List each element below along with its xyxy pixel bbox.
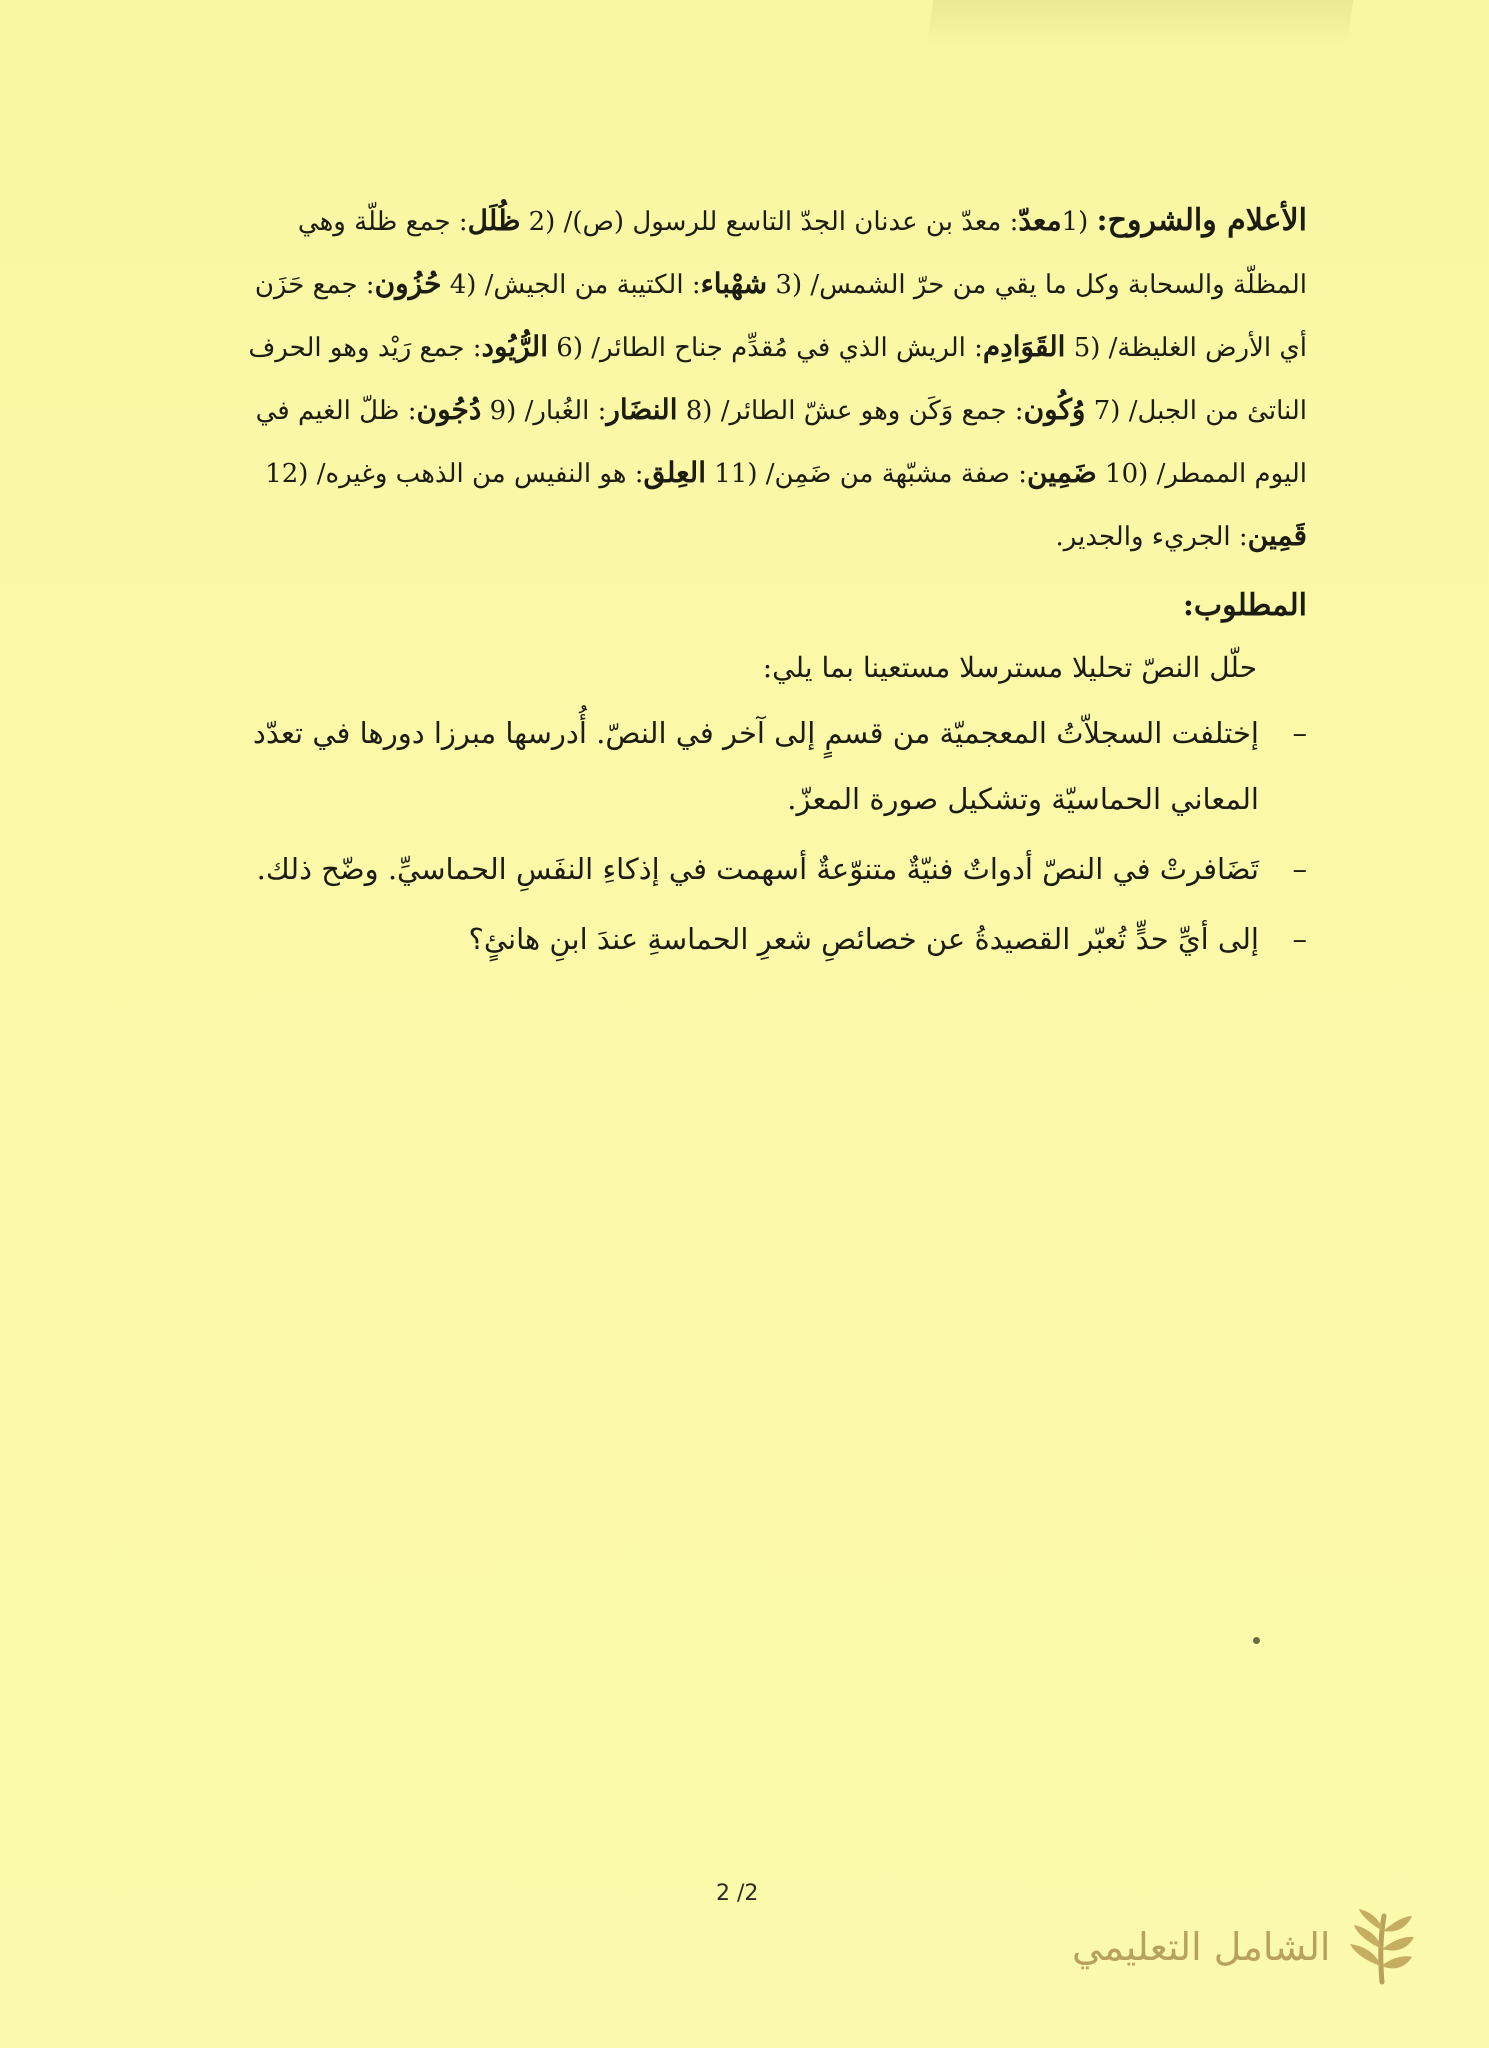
gloss-entry: (12 قَمِين: الجريء والجدير. — [265, 459, 1307, 552]
required-heading: المطلوب: — [1182, 588, 1307, 623]
task-text: إلى أيِّ حدٍّ تُعبّر القصيدةُ عن خصائصِ شعرِ الحماسةِ عندَ ابنِ هانئٍ؟ — [468, 922, 1259, 956]
paper-fold-shadow — [927, 0, 1353, 46]
gloss-entry: (3 شهْباء: الكتيبة من الجيش/ — [484, 267, 803, 300]
brand-name: الشامل التعليمي — [1072, 1925, 1331, 1969]
gloss-entry: (4 حُزُون: جمع حَزَن أي الأرض الغليظة/ — [254, 267, 1307, 363]
document-body — [232, 190, 1307, 976]
dash-bullet: – — [1292, 852, 1307, 886]
glossary-heading: الأعلام والشروح: — [1096, 203, 1307, 238]
task-text: إختلفت السجلاّتُ المعجميّة من قسمٍ إلى آخر في النصّ. أُدرسها مبرزا دورها في تعدّد المعاني الحماسيّة وتشكيل صورة المعزّ. — [252, 716, 1259, 816]
task-item — [232, 836, 1307, 902]
gloss-entry: (2 ظُلَل: جمع ظلّة وهي المظلّة والسحابة وكل ما يقي من حرّ الشمس/ — [297, 204, 1307, 300]
task-text: تَضَافرتْ في النصّ أدواتٌ فنيّةٌ متنوّعةٌ أسهمت في إذكاءِ النفَسِ الحماسيِّ. وضّح ذلك. — [256, 852, 1259, 886]
gloss-entry: (6 الرُّيُود: جمع رَيْد وهو الحرف الناتئ من الجبل/ — [248, 330, 1307, 426]
gloss-entry: (11 العِلق: هو النفيس من الذهب وغيره/ — [316, 456, 758, 489]
gloss-entry: (5 القَوَادِم: الريش الذي في مُقدِّم جناح الطائر/ — [591, 330, 1101, 363]
gloss-entry: (9 دُجُون: ظلّ الغيم في اليوم الممطر/ — [255, 393, 1307, 489]
task-item — [232, 906, 1307, 972]
glossary-section — [232, 190, 1307, 568]
task-list — [232, 700, 1307, 972]
brand-watermark — [1072, 1908, 1416, 1986]
dash-bullet: – — [1292, 922, 1307, 956]
dash-bullet: – — [1292, 716, 1307, 750]
gloss-entry: (7 وُكُون: جمع وَكَن وهو عشّ الطائر/ — [720, 393, 1121, 426]
wheat-sprig-icon — [1344, 1908, 1416, 1986]
gloss-entry: (8 النضَار: الغُبار/ — [524, 393, 713, 426]
instruction-text: حلّل النصّ تحليلا مسترسلا مستعينا بما يلي: — [762, 651, 1257, 684]
gloss-entry: (1معدّ: معدّ بن عدنان الجدّ التاسع للرسول (ص)/ — [563, 204, 1089, 237]
gloss-entry: (10 ضَمِين: صفة مشبّهة من ضَمِن/ — [765, 456, 1149, 489]
stray-dot-mark — [1253, 1637, 1260, 1644]
task-item — [232, 700, 1307, 832]
page-number: 2 /2 — [716, 1881, 759, 1906]
